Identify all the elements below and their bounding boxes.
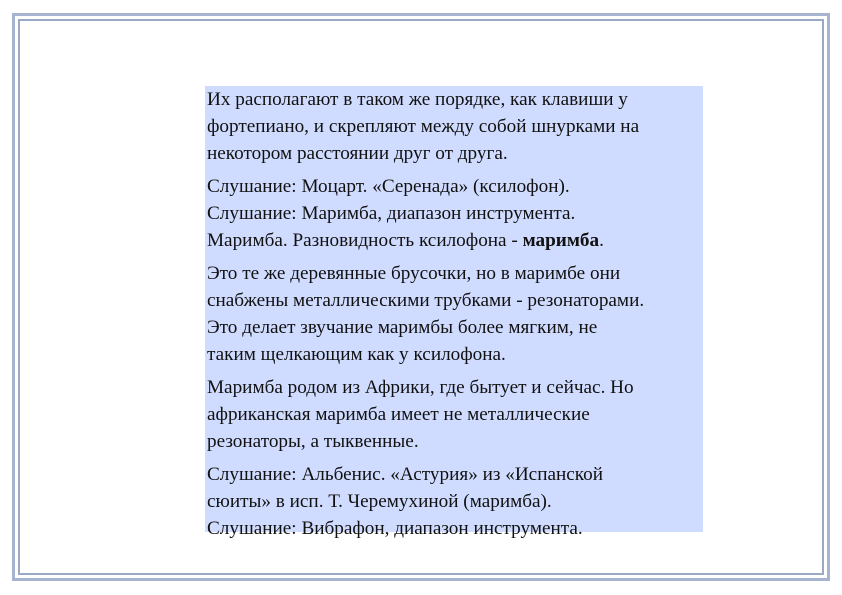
text-line: фортепиано, и скрепляют между собой шнурками на <box>207 116 640 137</box>
text-line: Их располагают в таком же порядке, как клавиши у <box>207 89 628 110</box>
paragraph-2 <box>207 173 703 254</box>
text-line: Слушание: Вибрафон, диапазон инструмента. <box>207 518 583 539</box>
text-line: Слушание: Альбенис. «Астурия» из «Испанской <box>207 464 603 485</box>
text-run: . <box>599 230 604 251</box>
text-line: сюиты» в исп. Т. Черемухиной (маримба). <box>207 491 552 512</box>
text-line-mixed <box>207 227 703 254</box>
text-line: Слушание: Моцарт. «Серенада» (ксилофон). <box>207 176 570 197</box>
paragraph-3 <box>207 260 703 368</box>
text-line: африканская маримба имеет не металлические <box>207 404 590 425</box>
paragraph-5 <box>207 461 703 542</box>
text-line: Это делает звучание маримбы более мягким, не <box>207 317 598 338</box>
text-line: Это те же деревянные брусочки, но в маримбе они <box>207 263 621 284</box>
text-line: Слушание: Маримба, диапазон инструмента. <box>207 203 576 224</box>
text-run: Маримба. Разновидность ксилофона - <box>207 230 523 251</box>
text-block <box>205 86 703 539</box>
paragraph-4 <box>207 374 703 455</box>
text-line: Маримба родом из Африки, где бытует и сейчас. Но <box>207 377 634 398</box>
text-line: некотором расстоянии друг от друга. <box>207 143 508 164</box>
paragraph-1 <box>207 86 703 167</box>
bold-term-marimba: маримба <box>522 230 600 251</box>
text-line: снабжены металлическими трубками - резонаторами. <box>207 290 645 311</box>
text-line: резонаторы, а тыквенные. <box>207 431 419 452</box>
text-line: таким щелкающим как у ксилофона. <box>207 344 506 365</box>
